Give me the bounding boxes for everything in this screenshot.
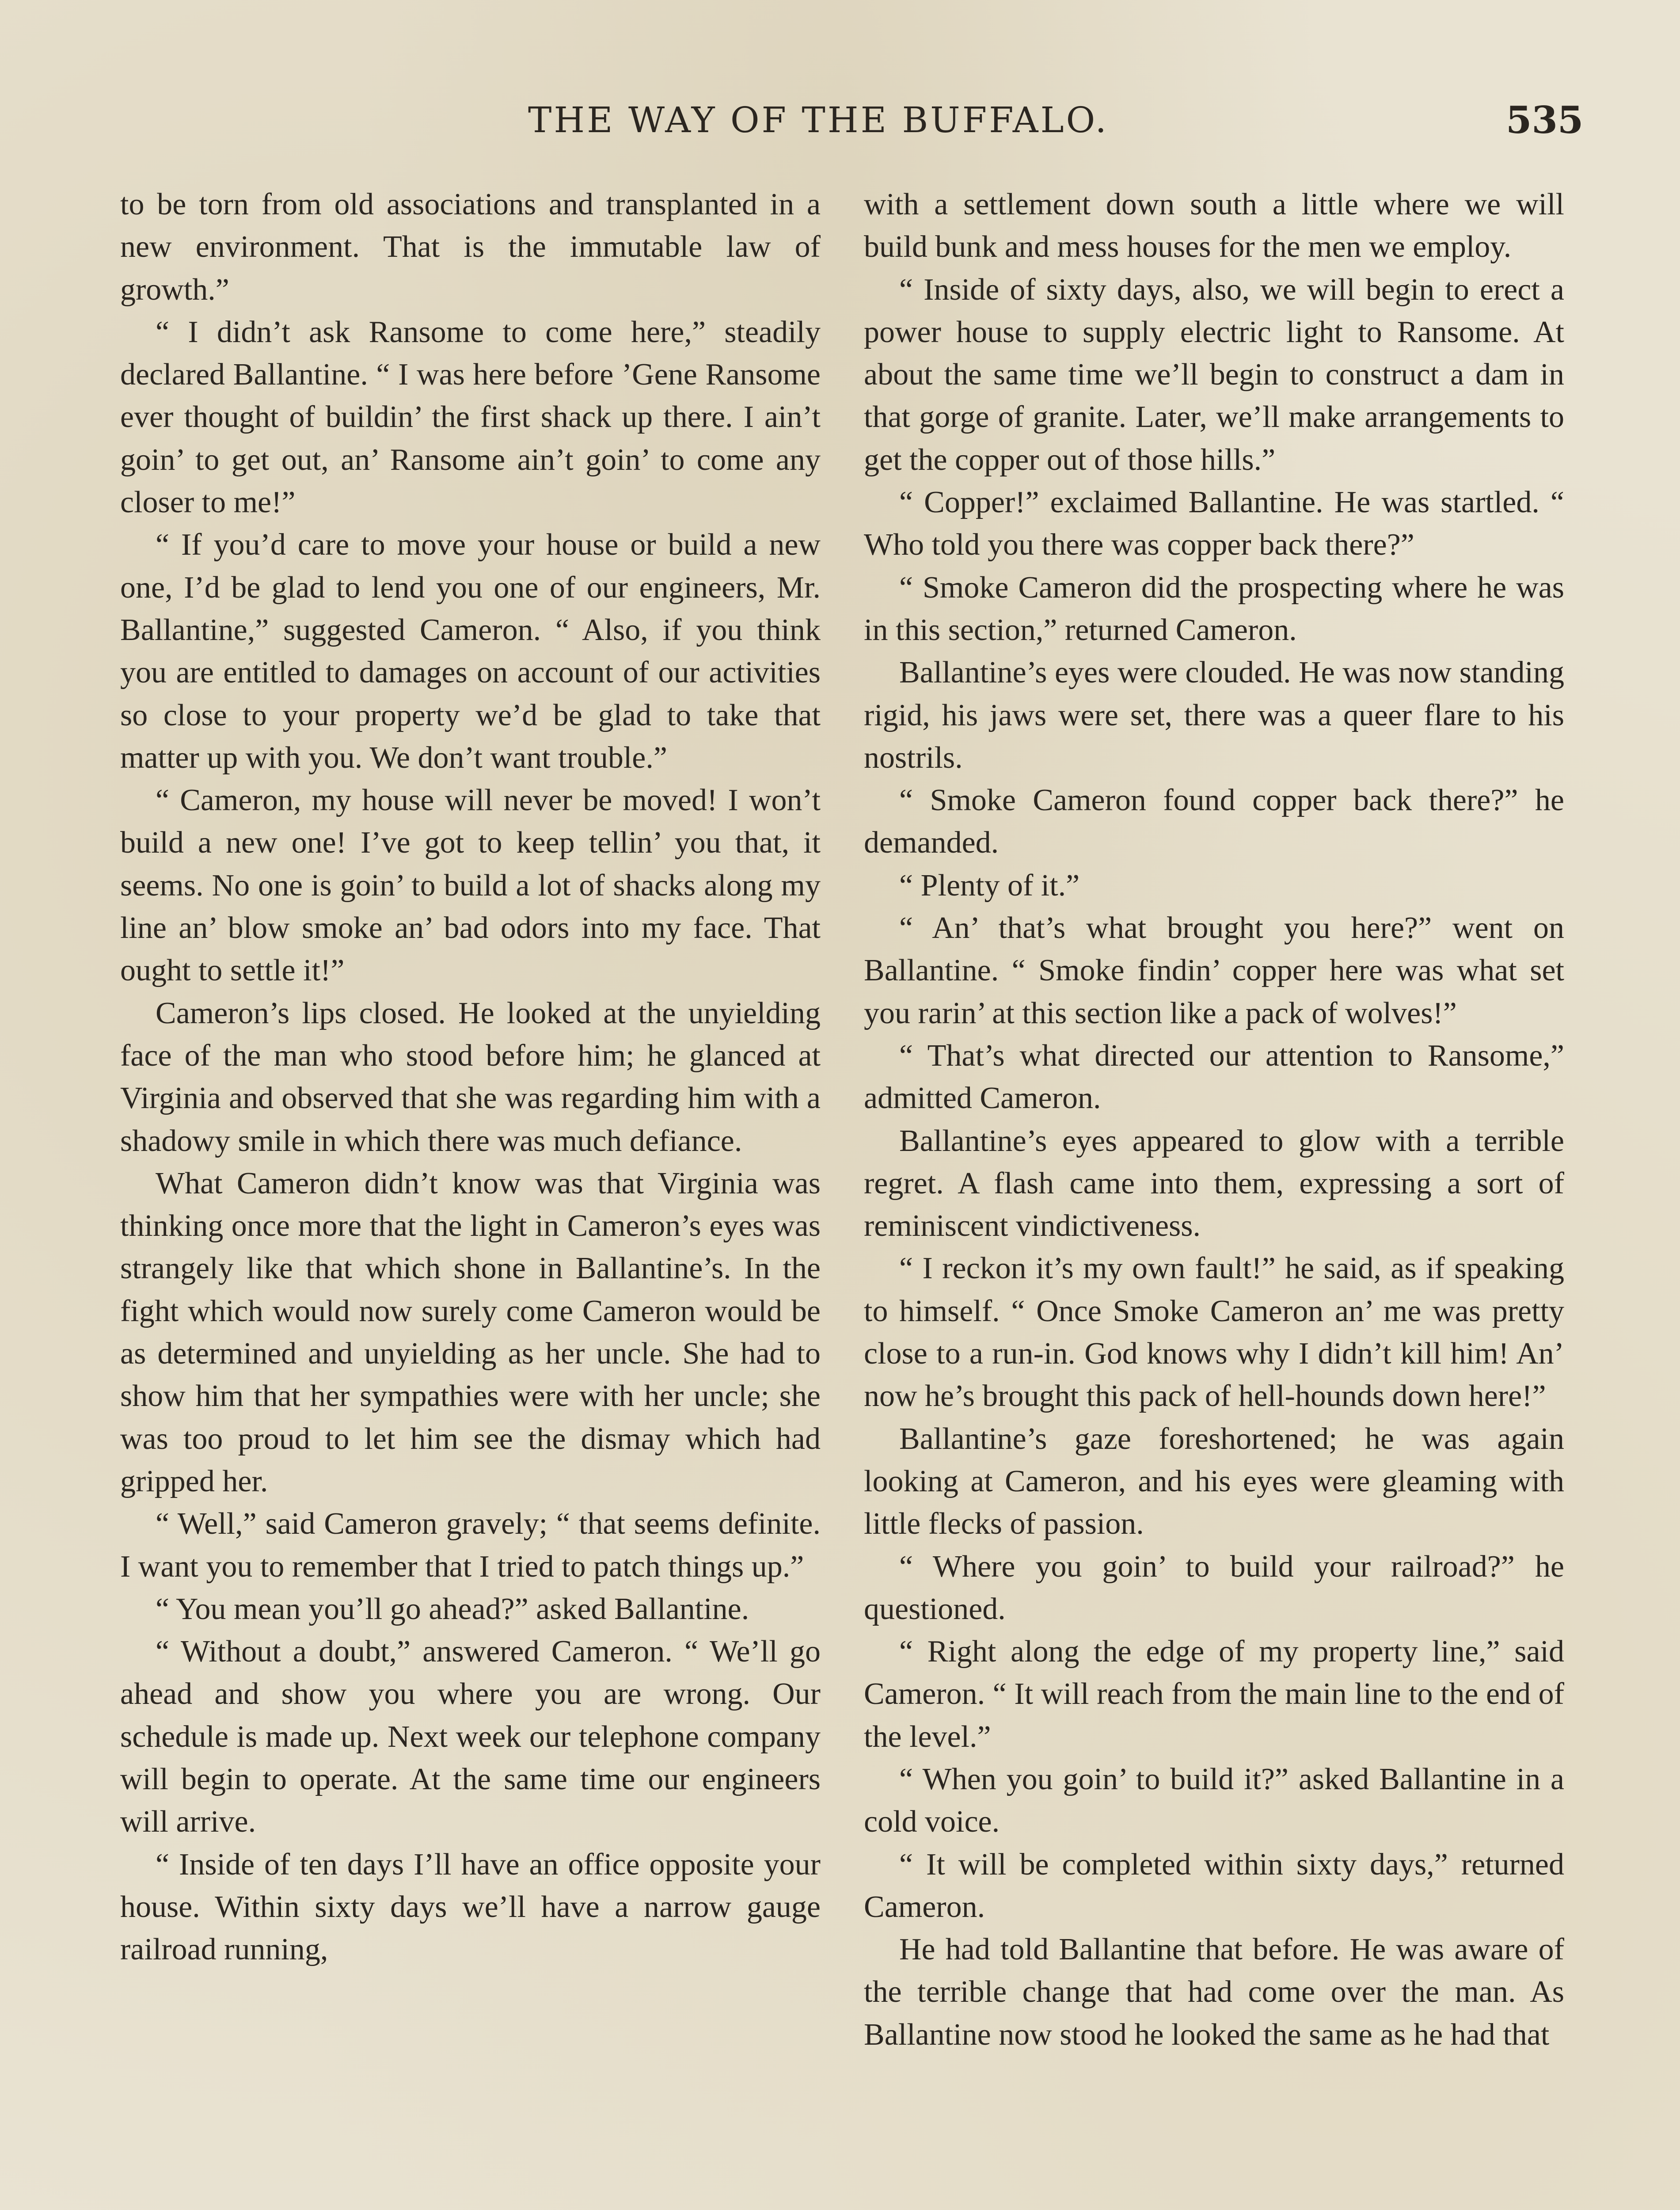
paragraph: “ That’s what directed our attention to Ransome,” admitted Cameron. <box>864 1038 1564 1116</box>
paragraph: Cameron’s lips closed. He looked at the unyielding face of the man who stood before him; he glanced at Virginia and observed that she was regarding him with a shadowy smile in which there was much defiance. <box>120 996 821 1158</box>
paragraph: “ Cameron, my house will never be moved! I won’t build a new one! I’ve got to keep tellin’ you that, it seems. No one is goin’ to build a lot of shacks along my line an’ blow smoke an’ bad odors into my face. That ought to settle it!” <box>120 783 821 988</box>
paragraph: “ Inside of ten days I’ll have an office opposite your house. Within sixty days we’ll have a narrow gauge railroad running, <box>120 1847 821 1967</box>
paragraph: Ballantine’s eyes appeared to glow with a terrible regret. A flash came into them, expressing a sort of reminiscent vindictiveness. <box>864 1124 1564 1243</box>
paragraph: “ Where you goin’ to build your railroad?” he questioned. <box>864 1549 1564 1626</box>
right-text-column <box>864 183 1564 2056</box>
paragraph: to be torn from old associations and transplanted in a new environment. That is the immutable law of growth.” <box>120 187 821 307</box>
paragraph: “ It will be completed within sixty days,” returned Cameron. <box>864 1847 1564 1924</box>
paragraph: with a settlement down south a little where we will build bunk and mess houses for the men we employ. <box>864 187 1564 264</box>
paragraph: “ When you goin’ to build it?” asked Ballantine in a cold voice. <box>864 1762 1564 1839</box>
paragraph: He had told Ballantine that before. He was aware of the terrible change that had come over the man. As Ballantine now stood he looked the same as he had that <box>864 1932 1564 2052</box>
paragraph: “ You mean you’ll go ahead?” asked Ballantine. <box>156 1592 749 1626</box>
paragraph: “ Plenty of it.” <box>899 868 1080 903</box>
running-title: THE WAY OF THE BUFFALO. <box>528 99 1109 141</box>
paragraph: “ An’ that’s what brought you here?” went on Ballantine. “ Smoke findin’ copper here was what set you rarin’ at this section like a pack of wolves!” <box>864 911 1564 1030</box>
paragraph: Ballantine’s eyes were clouded. He was now standing rigid, his jaws were set, there was a queer flare to his nostrils. <box>864 655 1564 775</box>
paragraph: “ Well,” said Cameron gravely; “ that seems definite. I want you to remember that I tried to patch things up.” <box>120 1507 821 1584</box>
paragraph: “ Inside of sixty days, also, we will begin to erect a power house to supply electric light to Ransome. At about the same time we’ll begin to construct a dam in that gorge of granite. Later, we’ll make arrangements to get the copper out of those hills.” <box>864 272 1564 477</box>
paragraph: What Cameron didn’t know was that Virginia was thinking once more that the light in Cameron’s eyes was strangely like that which shone in Ballantine’s. In the fight which would now surely come Cameron would be as determined and unyielding as her uncle. She had to show him that her sympathies were with her uncle; she was too proud to let him see the dismay which had gripped her. <box>120 1166 821 1498</box>
paragraph: “ Right along the edge of my property line,” said Cameron. “ It will reach from the main line to the end of the level.” <box>864 1635 1564 1754</box>
paragraph: “ If you’d care to move your house or build a new one, I’d be glad to lend you one of our engineers, Mr. Ballantine,” suggested Cameron. “ Also, if you think you are entitled to damages on account of our activities so close to your property we’d be glad to take that matter up with you. We don’t want trouble.” <box>120 528 821 775</box>
paragraph: “ Copper!” exclaimed Ballantine. He was startled. “ Who told you there was copper back there?” <box>864 485 1564 562</box>
paragraph: “ I didn’t ask Ransome to come here,” steadily declared Ballantine. “ I was here before ’Gene Ransome ever thought of buildin’ the first shack up there. I ain’t goin’ to get out, an’ Ransome ain’t goin’ to come any closer to me!” <box>120 315 821 520</box>
paragraph: “ Smoke Cameron found copper back there?” he demanded. <box>864 783 1564 860</box>
paragraph: “ Smoke Cameron did the prospecting where he was in this section,” returned Cameron. <box>864 570 1564 647</box>
page-number: 535 <box>1506 98 1584 142</box>
left-text-column <box>120 183 821 1971</box>
paragraph: Ballantine’s gaze foreshortened; he was again looking at Cameron, and his eyes were gleaming with little flecks of passion. <box>864 1421 1564 1541</box>
paragraph: “ I reckon it’s my own fault!” he said, as if speaking to himself. “ Once Smoke Cameron an’ me was pretty close to a run-in. God knows why I didn’t kill him! An’ now he’s brought this pack of hell-hounds down here!” <box>864 1251 1564 1414</box>
paragraph: “ Without a doubt,” answered Cameron. “ We’ll go ahead and show you where you are wrong. Our schedule is made up. Next week our telephone company will begin to operate. At the same time our engineers will arrive. <box>120 1635 821 1839</box>
